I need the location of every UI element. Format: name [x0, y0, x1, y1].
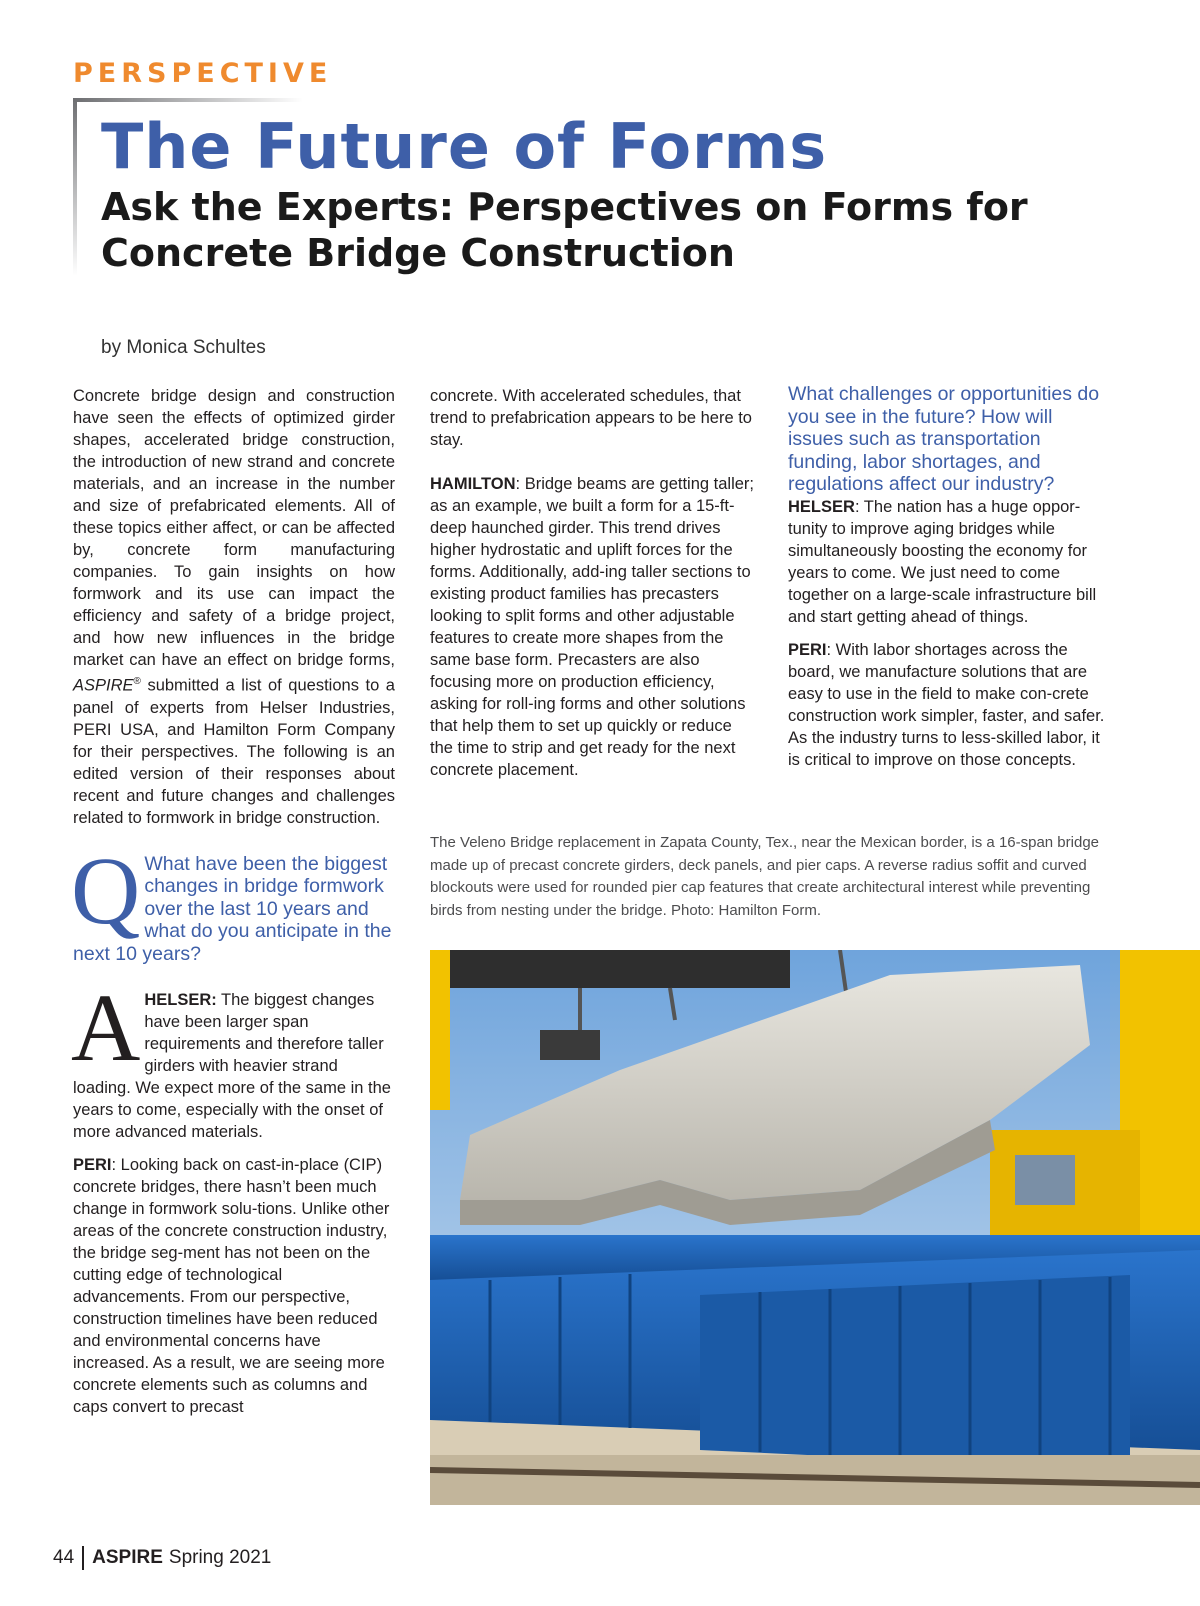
blue-form-lower — [700, 1275, 1130, 1470]
speaker-hamilton: HAMILTON — [430, 475, 516, 493]
bridge-pier-cap-photo — [430, 950, 1200, 1505]
byline: by Monica Schultes — [101, 337, 266, 358]
photo-illustration — [430, 950, 1200, 1505]
intro-text-a: Concrete bridge design and construction have seen the effects of optimized girder shapes, accelerated bridge construction, the introduction of new strand and concrete materials, and an increase in the number and size of prefabricated elements. All of these topics either affect, or can be affected by, concrete form manufacturing companies. To gain insights on how formwork and its use can impact the efficiency and safety of a bridge project, and how new influences in the bridge market can have an effect on bridge forms, — [73, 387, 395, 669]
answer-hamilton-text: : Bridge beams are getting taller; as an example, we built a form for a 15-ft-deep haunched girder. This trend drives higher hydrostatic and uplift forces for the forms. Additionally, add-ing taller sections to existing product families has precasters looking to split forms and other adjustable features to create more shapes from the same base form. Precasters are also focusing more on production efficiency, asking for roll-ing forms and other solutions that help them to set up quickly or reduce the time to strip and get ready for the next concrete placement. — [430, 475, 755, 779]
registered-mark: ® — [133, 676, 141, 687]
speaker-peri: PERI — [73, 1156, 112, 1174]
footer-magazine: ASPIRE — [92, 1547, 163, 1568]
footer-separator — [82, 1546, 84, 1570]
speaker-helser-2: HELSER — [788, 497, 855, 516]
column-2 — [430, 385, 755, 781]
question-1 — [71, 836, 395, 966]
spreader-beam — [450, 950, 790, 988]
answer-helser-text: The biggest changes have been larger span requirements and therefore taller girders with heavier strand loading. We expect more of the same in the years to come, especially with the onset of more advanced materials. — [73, 991, 391, 1141]
page-footer — [53, 1546, 271, 1570]
page-subtitle: Ask the Experts: Perspectives on Forms for Concrete Bridge Construction — [101, 185, 1028, 275]
answer-peri-2-text: : With labor shortages across the board, we manufacture solutions that are easy to use in the field to make con-crete construction work simpler, faster, and safer. As the industry turns to less-skilled labor, it is critical to improve on those concepts. — [788, 640, 1105, 769]
title-rule-horizontal — [73, 98, 303, 102]
answer-hamilton — [430, 473, 755, 781]
speaker-helser: HELSER: — [144, 991, 217, 1009]
photo-caption: The Veleno Bridge replacement in Zapata County, Tex., near the Mexican border, is a 16-span bridge made up of precast concrete girders, deck panels, and pier caps. A reverse radius soffit and curved blockouts were used for rounded pier cap features that create architectural interest while preventing birds from nesting under the bridge. Photo: Hamilton Form. — [430, 834, 1100, 919]
page-number: 44 — [53, 1547, 75, 1568]
column-1 — [73, 385, 395, 1418]
answer-peri — [73, 1154, 395, 1418]
answer-helser-2 — [788, 496, 1108, 628]
answer-drop-cap: A — [71, 974, 141, 1081]
title-rule-vertical — [73, 98, 77, 276]
column-3 — [788, 383, 1108, 771]
speaker-peri-2: PERI — [788, 640, 827, 659]
section-label: PERSPECTIVE — [73, 58, 333, 89]
footer-issue: Spring 2021 — [168, 1547, 272, 1568]
intro-text-b: submitted a list of questions to a panel of experts from Helser Industries, PERI USA, and Hamilton Form Company for their perspectives. The following is an edited version of their responses about recent and future changes and challenges related to formwork in bridge construction. — [73, 676, 395, 827]
page-title: The Future of Forms — [101, 110, 828, 183]
lifting-clamp — [540, 1030, 600, 1060]
answer-helser-2-text: : The nation has a huge oppor-tunity to improve aging bridges while simultaneously boosting the economy for years to come. We just need to come together on a large-scale infrastructure bill and start getting ahead of things. — [788, 497, 1097, 626]
question-1-text: What have been the biggest changes in bridge formwork over the last 10 years and what do you anticipate in the next 10 years? — [73, 852, 392, 965]
question-2: What challenges or opportunities do you see in the future? How will issues such as transportation funding, labor shortages, and regulations affect our industry? — [788, 383, 1100, 495]
continued-paragraph: concrete. With accelerated schedules, that trend to prefabrication appears to be here to stay. — [430, 387, 752, 449]
answer-peri-text: : Looking back on cast-in-place (CIP) concrete bridges, there hasn’t been much change in formwork solu-tions. Unlike other areas of the concrete construction industry, the bridge seg-ment has not been on the cutting edge of technological advancements. From our perspective, construction timelines have been reduced and environmental concerns have increased. As a result, we are seeing more concrete elements such as columns and caps convert to precast — [73, 1156, 390, 1416]
crane-beam-left — [430, 950, 450, 1110]
answer-peri-2 — [788, 639, 1108, 771]
intro-paragraph — [73, 385, 395, 829]
answer-helser — [71, 974, 395, 1143]
question-drop-cap: Q — [71, 836, 141, 944]
crane-window — [1015, 1155, 1075, 1205]
magazine-name-inline: ASPIRE — [73, 676, 134, 695]
